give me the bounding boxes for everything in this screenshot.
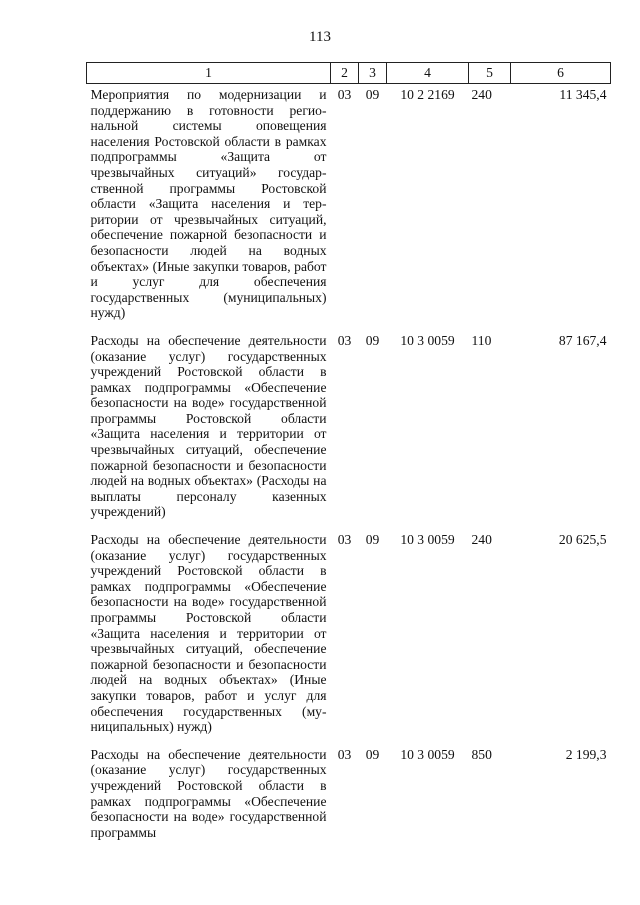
row-expense-type: 240 — [471, 87, 492, 102]
table-header — [87, 63, 611, 84]
header-cell-1: 1 — [87, 63, 331, 84]
row-target-code: 10 3 0059 — [400, 532, 455, 548]
row-section-code: 03 — [337, 87, 352, 102]
row-subsection-code: 09 — [365, 332, 380, 348]
row-amount: 11 345,4 — [559, 87, 607, 102]
row-section-code: 03 — [337, 332, 352, 348]
budget-table — [86, 62, 611, 849]
table-row — [87, 529, 611, 744]
header-cell-6: 6 — [511, 63, 611, 84]
header-cell-5: 5 — [469, 63, 511, 84]
row-description: Расходы на обеспечение деятельности (оказание услуг) государственных учреждений Ростовской области в рамках подпрограммы «Обеспечение безопасности на воде» государственной программы — [90, 746, 327, 840]
row-expense-type: 110 — [471, 332, 492, 348]
table-row — [87, 84, 611, 330]
header-cell-3: 3 — [359, 63, 387, 84]
row-amount: 2 199,3 — [565, 746, 607, 762]
table-body — [87, 84, 611, 850]
header-row — [87, 63, 611, 84]
table-row — [87, 330, 611, 529]
row-target-code: 10 3 0059 — [400, 746, 455, 762]
row-expense-type: 240 — [471, 532, 492, 548]
header-cell-2: 2 — [331, 63, 359, 84]
header-cell-4: 4 — [387, 63, 469, 84]
row-description: Мероприятия по модернизации и поддержанию в готовности региональной системы оповещения населения Ростовской области в рамках подпрограммы «Защита от чрезвычайных ситуаций» государственной программы Ростовской области «Защита населения и территории от чрезвычайных ситуаций, обеспечение пожарной безопасности и безопасности людей на водных объектах» (Иные закупки товаров, работ и услуг для обеспечения государственных (муниципальных) нужд) — [90, 87, 327, 321]
row-subsection-code: 09 — [365, 746, 380, 762]
row-description: Расходы на обеспечение деятельности (оказание услуг) государственных учреждений Ростовской области в рамках подпрограммы «Обеспечение безопасности на воде» государственной программы Ростовской области «Защита населения и территории от чрезвычайных ситуаций, обеспечение пожарной безопасности и безопасности людей на водных объектах» (Иные закупки товаров, работ и услуг для обеспечения государственных (муниципальных) нужд) — [90, 532, 327, 735]
row-subsection-code: 09 — [365, 532, 380, 548]
row-section-code: 03 — [337, 532, 352, 548]
page-number: 113 — [309, 29, 331, 45]
row-target-code: 10 2 2169 — [400, 87, 455, 102]
row-amount: 87 167,4 — [558, 332, 607, 348]
row-description: Расходы на обеспечение деятельности (оказание услуг) государственных учреждений Ростовской области в рамках подпрограммы «Обеспечение безопасности на воде» государственной программы Ростовской области «Защита населения и территории от чрезвычайных ситуаций, обеспечение пожарной безопасности и безопасности людей на водных объектах» (Расходы на выплаты персоналу казенных учреждений) — [90, 332, 327, 520]
row-amount: 20 625,5 — [558, 532, 607, 548]
table-row — [87, 744, 611, 850]
row-target-code: 10 3 0059 — [400, 332, 455, 348]
row-expense-type: 850 — [471, 746, 492, 762]
row-subsection-code: 09 — [365, 87, 380, 102]
row-section-code: 03 — [337, 746, 352, 762]
